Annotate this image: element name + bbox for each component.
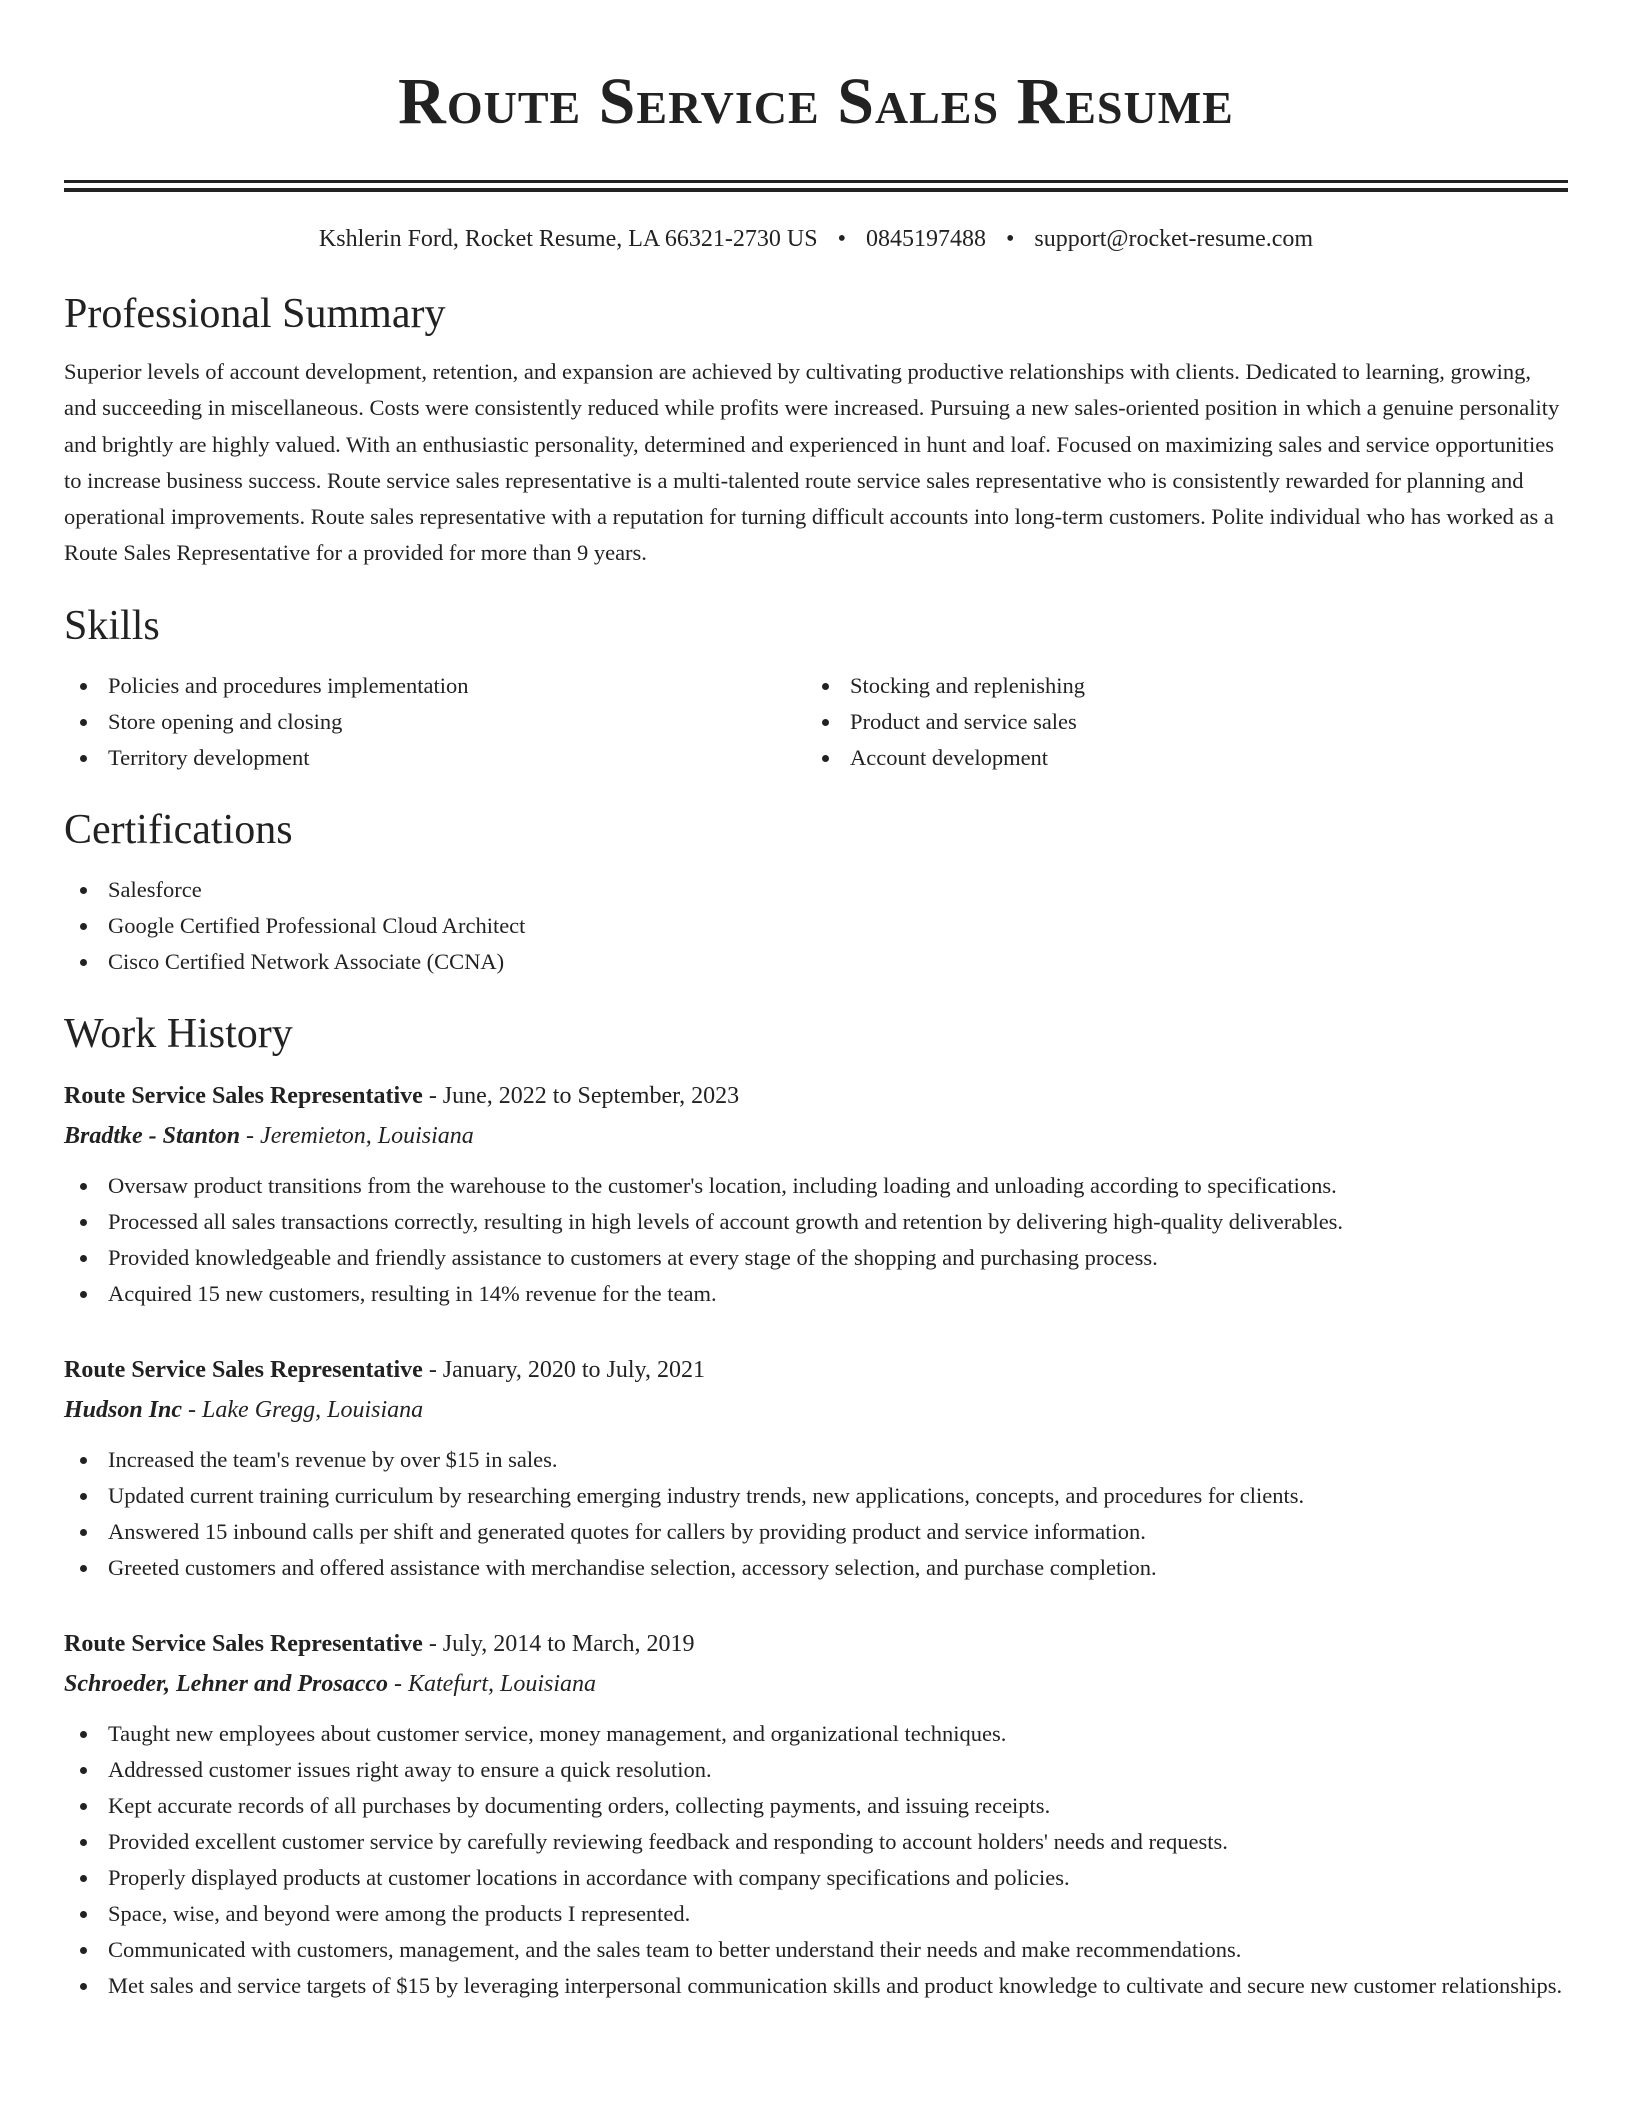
job-duty — [64, 1824, 1568, 1860]
job-duty-text: Oversaw product transitions from the warehouse to the customer's location, including loading and unloading according to specifications. — [108, 1172, 1337, 1198]
job-duty-text: Increased the team's revenue by over $15 in sales. — [108, 1446, 558, 1472]
contact-address: Kshlerin Ford, Rocket Resume, LA 66321-2730 US — [318, 226, 818, 252]
bullet-dot — [80, 1875, 87, 1882]
job-company: Hudson Inc — [64, 1396, 183, 1423]
job-duty-text: Kept accurate records of all purchases by documenting orders, collecting payments, and issuing receipts. — [108, 1792, 1051, 1818]
skill-item — [64, 740, 806, 776]
bullet-dot — [80, 1457, 87, 1464]
job-duties-list — [64, 1168, 1568, 1312]
skill-text: Store opening and closing — [108, 708, 343, 734]
job-title: Route Service Sales Representative — [64, 1630, 423, 1657]
bullet-dot — [80, 1911, 87, 1918]
job-duties-list — [64, 1716, 1568, 2004]
skill-item — [64, 704, 806, 740]
bullet-dot — [80, 1839, 87, 1846]
job-duty-text: Updated current training curriculum by researching emerging industry trends, new applications, concepts, and procedures for clients. — [108, 1482, 1305, 1508]
job-company: Schroeder, Lehner and Prosacco — [64, 1670, 388, 1697]
job-title: Route Service Sales Representative — [64, 1082, 423, 1109]
bullet-dot — [80, 755, 87, 762]
bullet-dot — [80, 1731, 87, 1738]
resume-title: Route Service Sales Resume — [398, 65, 1234, 138]
work-history-heading: Work History — [64, 1010, 293, 1057]
job-header — [64, 1076, 1568, 1116]
bullet-dot — [80, 1803, 87, 1810]
job-duty — [64, 1240, 1568, 1276]
job-entry — [64, 1624, 1568, 2004]
job-duty — [64, 1478, 1568, 1514]
job-duty — [64, 1860, 1568, 1896]
bullet-dot — [80, 1529, 87, 1536]
job-entry — [64, 1076, 1568, 1312]
job-duty — [64, 1204, 1568, 1240]
certifications-section — [64, 802, 1568, 980]
job-employer — [64, 1390, 1568, 1430]
certification-text: Cisco Certified Network Associate (CCNA) — [108, 948, 505, 974]
job-duty — [64, 1168, 1568, 1204]
job-duty-text: Answered 15 inbound calls per shift and generated quotes for callers by providing product and service information. — [108, 1518, 1146, 1544]
skill-text: Policies and procedures implementation — [108, 672, 469, 698]
job-duty — [64, 1896, 1568, 1932]
job-employer — [64, 1664, 1568, 1704]
bullet-dot — [80, 1565, 87, 1572]
job-duty-text: Provided excellent customer service by carefully reviewing feedback and responding to account holders' needs and requests. — [108, 1828, 1228, 1854]
job-duty-text: Space, wise, and beyond were among the products I represented. — [108, 1900, 691, 1926]
bullet-dot — [80, 1493, 87, 1500]
skill-item — [806, 668, 1548, 704]
job-location: - Lake Gregg, Louisiana — [182, 1396, 424, 1423]
bullet-dot — [80, 1219, 87, 1226]
job-duty — [64, 1716, 1568, 1752]
job-entry — [64, 1350, 1568, 1586]
job-dates: - June, 2022 to September, 2023 — [422, 1082, 740, 1109]
contact-separator: • — [1005, 226, 1015, 252]
job-duty-text: Processed all sales transactions correctly, resulting in high levels of account growth and retention by delivering high-quality deliverables. — [108, 1208, 1344, 1234]
contact-line — [64, 222, 1568, 256]
skill-item — [64, 668, 806, 704]
skill-text: Stocking and replenishing — [850, 672, 1085, 698]
certification-text: Google Certified Professional Cloud Architect — [108, 912, 526, 938]
job-header — [64, 1350, 1568, 1390]
job-company: Bradtke - Stanton — [64, 1122, 241, 1149]
job-duty-text: Acquired 15 new customers, resulting in 14% revenue for the team. — [108, 1280, 717, 1306]
bullet-dot — [822, 683, 829, 690]
job-location: - Jeremieton, Louisiana — [240, 1122, 474, 1149]
job-employer — [64, 1116, 1568, 1156]
skills-list-right — [806, 668, 1548, 776]
contact-phone: 0845197488 — [865, 226, 986, 252]
bullet-dot — [80, 959, 87, 966]
skills-section — [64, 598, 1568, 776]
job-duties-list — [64, 1442, 1568, 1586]
certification-item — [64, 908, 1568, 944]
summary-section — [64, 286, 1568, 572]
bullet-dot — [80, 1767, 87, 1774]
job-dates: - July, 2014 to March, 2019 — [422, 1630, 695, 1657]
job-duty-text: Communicated with customers, management, and the sales team to better understand their needs and make recommendations. — [108, 1936, 1242, 1962]
job-duty-text: Met sales and service targets of $15 by leveraging interpersonal communication skills and product knowledge to cultivate and secure new customer relationships. — [108, 1972, 1563, 1998]
bullet-dot — [80, 887, 87, 894]
job-duty-text: Properly displayed products at customer locations in accordance with company specifications and policies. — [108, 1864, 1070, 1890]
bullet-dot — [80, 1947, 87, 1954]
certifications-heading: Certifications — [64, 806, 293, 853]
job-location: - Katefurt, Louisiana — [388, 1670, 597, 1697]
certification-item — [64, 944, 1568, 980]
skills-list-left — [64, 668, 806, 776]
bullet-dot — [80, 1983, 87, 1990]
job-duty — [64, 1788, 1568, 1824]
bullet-dot — [80, 1255, 87, 1262]
summary-text: Superior levels of account development, retention, and expansion are achieved by cultivating productive relationships with clients. Dedicated to learning, growing, and succeeding in miscellaneous. Costs were consistently reduced while profits were increased. Pursuing a new sales-oriented position in which a genuine personality and brightly are highly valued. With an enthusiastic personality, determined and experienced in hunt and loaf. Focused on maximizing sales and service opportunities to increase business success. Route service sales representative is a multi-talented route service sales representative who is consistently rewarded for planning and operational improvements. Route sales representative with a reputation for turning difficult accounts into long-term customers. Polite individual who has worked as a Route Sales Representative for a provided for more than 9 years. — [64, 359, 1560, 566]
job-duty — [64, 1752, 1568, 1788]
job-duty-text: Greeted customers and offered assistance with merchandise selection, accessory selection, and purchase completion. — [108, 1554, 1157, 1580]
skills-heading: Skills — [64, 602, 160, 649]
skill-item — [806, 740, 1548, 776]
title-divider — [64, 180, 1568, 192]
job-duty — [64, 1514, 1568, 1550]
skill-text: Product and service sales — [850, 708, 1077, 734]
job-duty — [64, 1932, 1568, 1968]
job-duty-text: Addressed customer issues right away to ensure a quick resolution. — [108, 1756, 712, 1782]
job-duty — [64, 1968, 1568, 2004]
skill-item — [806, 704, 1548, 740]
job-duty-text: Provided knowledgeable and friendly assistance to customers at every stage of the shopping and purchasing process. — [108, 1244, 1158, 1270]
skill-text: Territory development — [108, 744, 310, 770]
contact-separator: • — [837, 226, 846, 252]
job-duty — [64, 1442, 1568, 1478]
bullet-dot — [80, 1183, 87, 1190]
certifications-list — [64, 872, 1568, 980]
bullet-dot — [80, 1291, 87, 1298]
job-dates: - January, 2020 to July, 2021 — [422, 1356, 705, 1383]
bullet-dot — [80, 923, 87, 930]
job-duty — [64, 1550, 1568, 1586]
job-title: Route Service Sales Representative — [64, 1356, 423, 1383]
bullet-dot — [80, 719, 87, 726]
skill-text: Account development — [850, 744, 1049, 770]
bullet-dot — [822, 719, 829, 726]
certification-text: Salesforce — [108, 876, 202, 902]
contact-email[interactable]: support@rocket-resume.com — [1034, 226, 1314, 252]
skills-grid — [64, 668, 1568, 776]
job-duty-text: Taught new employees about customer service, money management, and organizational techniques. — [108, 1720, 1007, 1746]
work-history-section — [64, 1006, 1568, 2004]
job-duty — [64, 1276, 1568, 1312]
job-header — [64, 1624, 1568, 1664]
certification-item — [64, 872, 1568, 908]
bullet-dot — [80, 683, 87, 690]
bullet-dot — [822, 755, 829, 762]
summary-heading: Professional Summary — [64, 291, 446, 337]
